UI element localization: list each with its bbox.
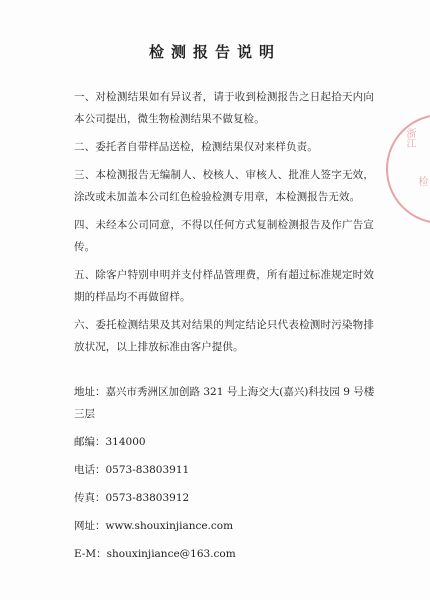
- notice-item-1: 一、对检测结果如有异议者，请于收到检测报告之日起拾天内向本公司提出，微生物检测结果不做复检。: [74, 91, 374, 125]
- stamp-text-1: 浙江: [404, 128, 415, 148]
- contact-address: 地址：嘉兴市秀洲区加创路 321 号上海交大(嘉兴)科技园 9 号楼三层: [74, 386, 375, 420]
- notice-item-3: 三、本检测报告无编制人、校核人、审核人、批准人签字无效，涂改或未加盖本公司红色检验检测专用章，本检测报告无效。: [74, 169, 374, 203]
- contact-website: 网址：www.shouxinjiance.com: [74, 520, 234, 532]
- stamp-text-2: 检: [416, 176, 427, 186]
- notice-list: [74, 86, 374, 364]
- page-title: 检测报告说明: [148, 43, 281, 61]
- contact-block: [74, 381, 379, 571]
- notice-item-6: 六、委托检测结果及其对结果的判定结论只代表检测时污染物排放状况，以上排放标准由客户提供。: [74, 319, 374, 353]
- notice-item-5: 五、除客户特别申明并支付样品管理费，所有超过标准规定时效期的样品均不再做留样。: [74, 269, 374, 303]
- notice-item-2: 二、委托者自带样品送检，检测结果仅对来样负责。: [74, 141, 318, 153]
- contact-email: E-M：shouxinjiance@163.com: [74, 548, 236, 560]
- contact-fax: 传真：0573-83803912: [74, 492, 190, 504]
- contact-postcode: 邮编：314000: [74, 436, 146, 448]
- contact-phone: 电话：0573-83803911: [74, 464, 190, 476]
- notice-item-4: 四、未经本公司同意，不得以任何方式复制检测报告及作广告宣传。: [74, 219, 374, 253]
